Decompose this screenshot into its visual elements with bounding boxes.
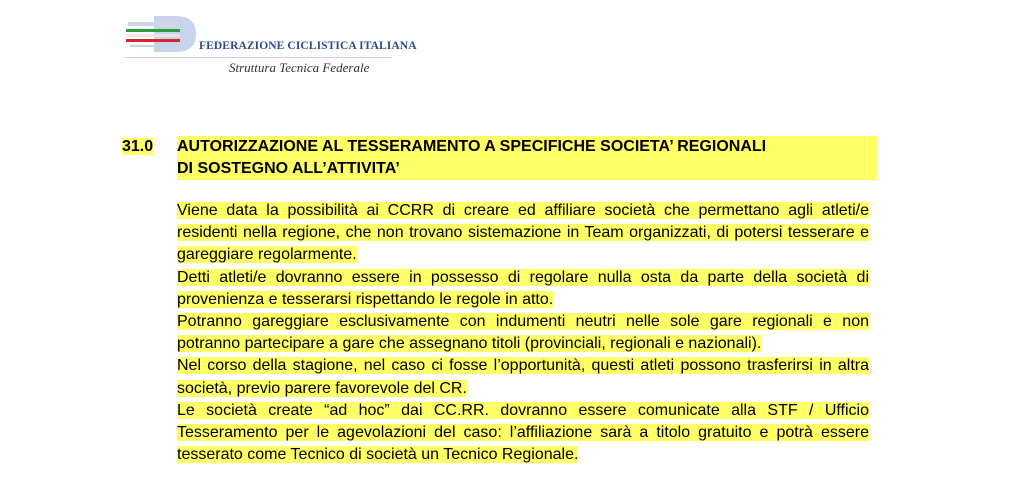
- paragraph: [177, 200, 869, 267]
- header-divider: [124, 57, 392, 58]
- section-body: [177, 200, 869, 466]
- paragraph-text-5: Le società create “ad hoc” dai CC.RR. dovranno essere comunicate alla STF / Ufficio Tesseramento per le agevolazioni del caso: l’affiliazione sarà a titolo gratuito e potrà essere tesserato come Tecnico di società un Tecnico Regionale.: [177, 401, 869, 464]
- paragraph: [177, 311, 869, 355]
- paragraph-text-3: Potranno gareggiare esclusivamente con indumenti neutri nelle sole gare regionali e non potranno partecipare a gare che assegnano titoli (provinciali, regionali e nazionali).: [177, 313, 869, 353]
- section-title: [177, 136, 877, 180]
- section-number: [122, 136, 153, 158]
- section-title-line-2: DI SOSTEGNO ALL’ATTIVITA’: [177, 158, 877, 180]
- fci-logo: [124, 14, 417, 80]
- org-name: FEDERAZIONE CICLISTICA ITALIANA: [199, 40, 417, 52]
- paragraph: [177, 400, 869, 467]
- paragraph-text-4: Nel corso della stagione, nel caso ci fosse l’opportunità, questi atleti possono trasferirsi in altra società, previo parere favorevole del CR.: [177, 357, 869, 397]
- paragraph-text-1: Viene data la possibilità ai CCRR di creare ed affiliare società che permettano agli atleti/e residenti nella regione, che non trovano sistemazione in Team organizzati, di potersi tesserare e gareggiare regolarmente.: [177, 202, 869, 264]
- paragraph: [177, 355, 869, 399]
- section-title-line-1: AUTORIZZAZIONE AL TESSERAMENTO A SPECIFICHE SOCIETA’ REGIONALI: [177, 136, 877, 158]
- section-number-text: 31.0: [122, 138, 154, 155]
- paragraph: [177, 267, 869, 311]
- fci-emblem-icon: [124, 14, 204, 54]
- org-subtitle: Struttura Tecnica Federale: [229, 60, 370, 75]
- paragraph-text-2: Detti atleti/e dovranno essere in possesso di regolare nulla osta da parte della società di provenienza e tesserarsi rispettando le regole in atto.: [177, 268, 869, 308]
